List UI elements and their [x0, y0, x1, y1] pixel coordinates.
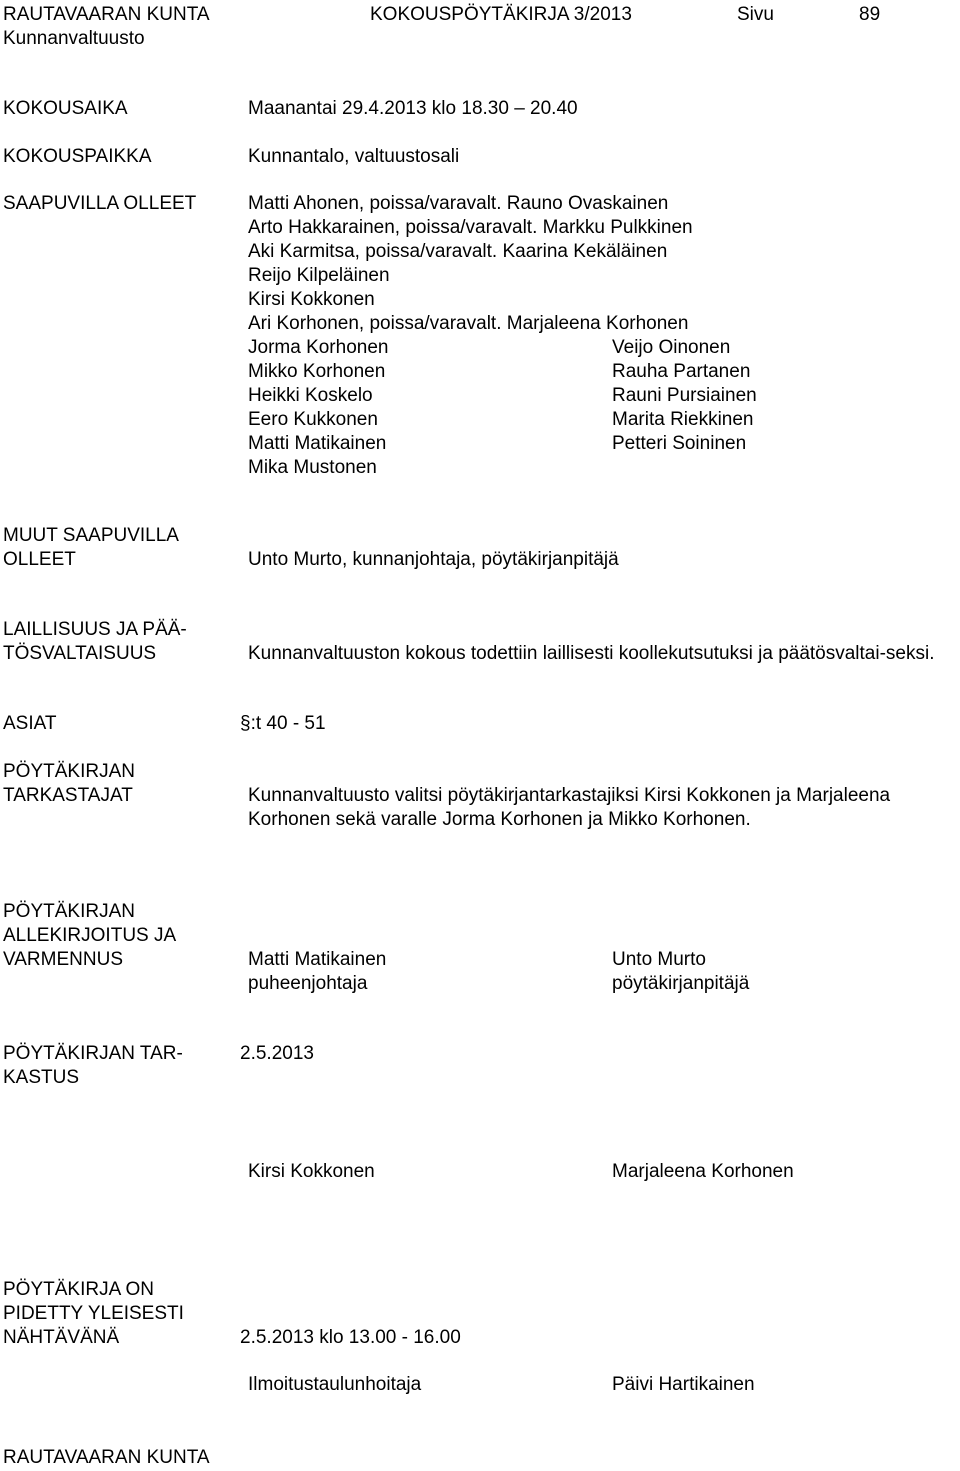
review-date: 2.5.2013: [240, 1043, 314, 1064]
attendee-name: Mikko Korhonen: [248, 361, 386, 382]
meeting-time-label: KOKOUSAIKA: [3, 98, 128, 119]
header-body: Kunnanvaltuusto: [3, 28, 145, 49]
signature-label-line-1: PÖYTÄKIRJAN: [3, 901, 135, 922]
chair-name: Matti Matikainen: [248, 949, 387, 970]
legality-value: Kunnanvaltuuston kokous todettiin laillisesti koollekutsutuksi ja päätösvaltai-seksi.: [248, 643, 935, 664]
public-value: 2.5.2013 klo 13.00 - 16.00: [240, 1327, 461, 1348]
meeting-place-value: Kunnantalo, valtuustosali: [248, 146, 460, 167]
attendee-line: Kirsi Kokkonen: [248, 289, 375, 310]
attendee-name: Eero Kukkonen: [248, 409, 378, 430]
others-value: Unto Murto, kunnanjohtaja, pöytäkirjanpitäjä: [248, 549, 619, 570]
others-label-line-1: MUUT SAAPUVILLA: [3, 525, 179, 546]
review-signer-1: Kirsi Kokkonen: [248, 1161, 375, 1182]
reviewers-label-line-1: PÖYTÄKIRJAN: [3, 761, 135, 782]
review-label-line-2: KASTUS: [3, 1067, 80, 1088]
footer-org: RAUTAVAARAN KUNTA: [3, 1447, 210, 1468]
public-label-line-2: PIDETTY YLEISESTI: [3, 1303, 184, 1324]
review-signer-2: Marjaleena Korhonen: [612, 1161, 794, 1182]
header-page-label: Sivu: [737, 4, 774, 25]
attendees-right-column: [612, 336, 757, 456]
attendees-label: SAAPUVILLA OLLEET: [3, 193, 197, 214]
others-label-line-2: OLLEET: [3, 549, 76, 570]
review-label-line-1: PÖYTÄKIRJAN TAR-: [3, 1043, 183, 1064]
reviewers-value: Kunnanvaltuusto valitsi pöytäkirjantarkastajiksi Kirsi Kokkonen ja Marjaleena Korhonen sekä varalle Jorma Korhonen ja Mikko Korhonen.: [248, 785, 891, 830]
attendee-line: Aki Karmitsa, poissa/varavalt. Kaarina Kekäläinen: [248, 241, 668, 262]
secretary-name: Unto Murto: [612, 949, 706, 970]
attendee-name: Veijo Oinonen: [612, 337, 731, 358]
legality-label-line-1: LAILLISUUS JA PÄÄ-: [3, 619, 187, 640]
notice-board-person: Päivi Hartikainen: [612, 1374, 755, 1395]
header-page-number: 89: [859, 4, 881, 25]
attendee-name: Jorma Korhonen: [248, 337, 389, 358]
attendee-line: Matti Ahonen, poissa/varavalt. Rauno Ovaskainen: [248, 193, 669, 214]
attendee-line: Ari Korhonen, poissa/varavalt. Marjaleena Korhonen: [248, 313, 689, 334]
chair-title: puheenjohtaja: [248, 973, 368, 994]
attendee-line: Arto Hakkarainen, poissa/varavalt. Markku Pulkkinen: [248, 217, 693, 238]
attendee-name: Petteri Soininen: [612, 433, 747, 454]
attendee-name: Rauni Pursiainen: [612, 385, 757, 406]
signature-label-line-3: VARMENNUS: [3, 949, 123, 970]
attendee-name: Mika Mustonen: [248, 457, 377, 478]
notice-board-role: Ilmoitustaulunhoitaja: [248, 1374, 422, 1395]
reviewers-label-line-2: TARKASTAJAT: [3, 785, 133, 806]
legality-label-line-2: TÖSVALTAISUUS: [3, 643, 157, 664]
signature-label-line-2: ALLEKIRJOITUS JA: [3, 925, 177, 946]
attendees-left-column: [248, 336, 388, 480]
public-label-line-3: NÄHTÄVÄNÄ: [3, 1327, 120, 1348]
header-doc-title: KOKOUSPÖYTÄKIRJA 3/2013: [370, 4, 632, 25]
attendee-name: Matti Matikainen: [248, 433, 387, 454]
items-value: §:t 40 - 51: [240, 713, 326, 734]
public-label-line-1: PÖYTÄKIRJA ON: [3, 1279, 154, 1300]
meeting-place-label: KOKOUSPAIKKA: [3, 146, 152, 167]
attendees-list: [248, 192, 693, 336]
meeting-time-value: Maanantai 29.4.2013 klo 18.30 – 20.40: [248, 98, 578, 119]
attendee-name: Rauha Partanen: [612, 361, 751, 382]
secretary-title: pöytäkirjanpitäjä: [612, 973, 750, 994]
attendee-name: Heikki Koskelo: [248, 385, 373, 406]
attendee-name: Marita Riekkinen: [612, 409, 754, 430]
header-org: RAUTAVAARAN KUNTA: [3, 4, 210, 25]
items-label: ASIAT: [3, 713, 57, 734]
attendee-line: Reijo Kilpeläinen: [248, 265, 390, 286]
